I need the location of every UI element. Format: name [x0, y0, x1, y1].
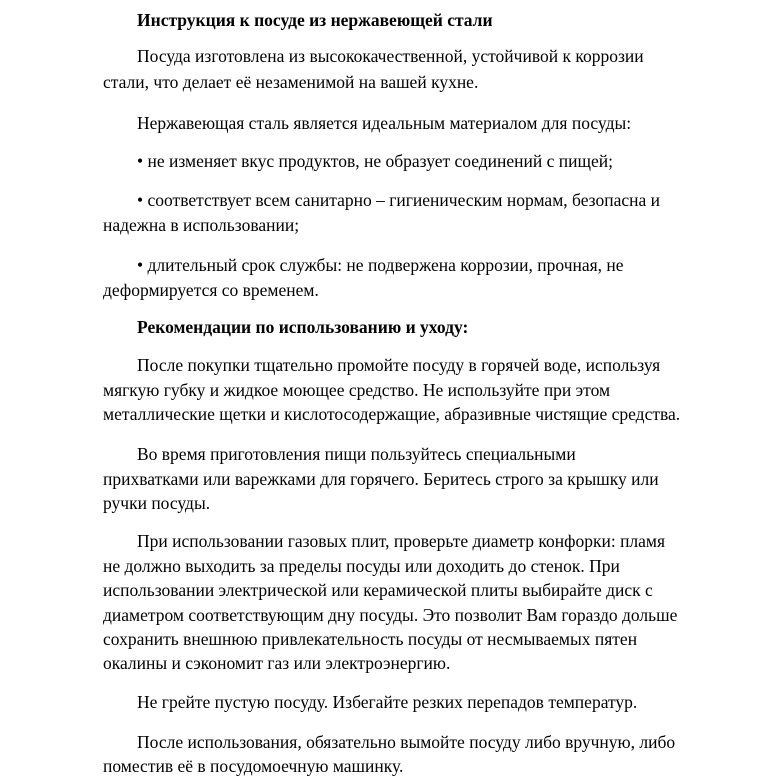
- paragraph-3-line-1: При использовании газовых плит, проверьте диаметр конфорки: пламя: [137, 531, 666, 551]
- bullet-marker: •: [137, 255, 144, 275]
- paragraph-3-line-4: диаметром соответствующим дну посуды. Это позволит Вам гораздо дольше: [103, 605, 678, 625]
- paragraph-3-line-3: использовании электрической или керамической плиты выбирайте диск с: [103, 580, 653, 600]
- bullet-item-1: [137, 150, 613, 172]
- paragraph-3-line-2: не должно выходить за пределы посуды или доходить до стенок. При: [103, 556, 620, 576]
- paragraph-3-line-6: окалины и сэкономит газ или электроэнергию.: [103, 653, 451, 673]
- paragraph-1-line-2: мягкую губку и жидкое моющее средство. Не используйте при этом: [103, 380, 611, 400]
- bullet-text: длительный срок службы: не подвержена коррозии, прочная, не: [147, 255, 624, 275]
- bullet-marker: •: [137, 151, 144, 171]
- paragraph-1-line-3: металлические щетки и кислотосодержащие, абразивные чистящие средства.: [103, 404, 681, 424]
- paragraph-5-line-2: поместив её в посудомоечную машинку.: [103, 756, 404, 776]
- properties-lead: Нержавеющая сталь является идеальным материалом для посуды:: [137, 113, 632, 133]
- intro-line-2: стали, что делает её незаменимой на вашей кухне.: [103, 72, 479, 92]
- bullet-item-2: [137, 189, 660, 211]
- paragraph-2-line-2: прихватками или варежками для горячего. Беритесь строго за крышку или: [103, 469, 659, 489]
- intro-line-1: Посуда изготовлена из высококачественной, устойчивой к коррозии: [137, 46, 644, 66]
- recommendations-heading: Рекомендации по использованию и уходу:: [137, 317, 469, 337]
- document-title: Инструкция к посуде из нержавеющей стали: [137, 10, 493, 30]
- bullet-item-2-continuation: надежна в использовании;: [103, 215, 300, 235]
- bullet-item-3-continuation: деформируется со временем.: [103, 280, 319, 300]
- paragraph-4-line-1: Не грейте пустую посуду. Избегайте резких перепадов температур.: [137, 692, 638, 712]
- paragraph-5-line-1: После использования, обязательно вымойте посуду либо вручную, либо: [137, 732, 676, 752]
- bullet-text: не изменяет вкус продуктов, не образует соединений с пищей;: [147, 151, 613, 171]
- paragraph-1-line-1: После покупки тщательно промойте посуду в горячей воде, используя: [137, 355, 661, 375]
- paragraph-3-line-5: сохранить внешнюю привлекательность посуды от несмываемых пятен: [103, 629, 638, 649]
- bullet-text: соответствует всем санитарно – гигиеническим нормам, безопасна и: [147, 190, 661, 210]
- paragraph-2-line-1: Во время приготовления пищи пользуйтесь специальными: [137, 444, 576, 464]
- bullet-marker: •: [137, 190, 144, 210]
- paragraph-2-line-3: ручки посуды.: [103, 493, 211, 513]
- bullet-item-3: [137, 254, 624, 276]
